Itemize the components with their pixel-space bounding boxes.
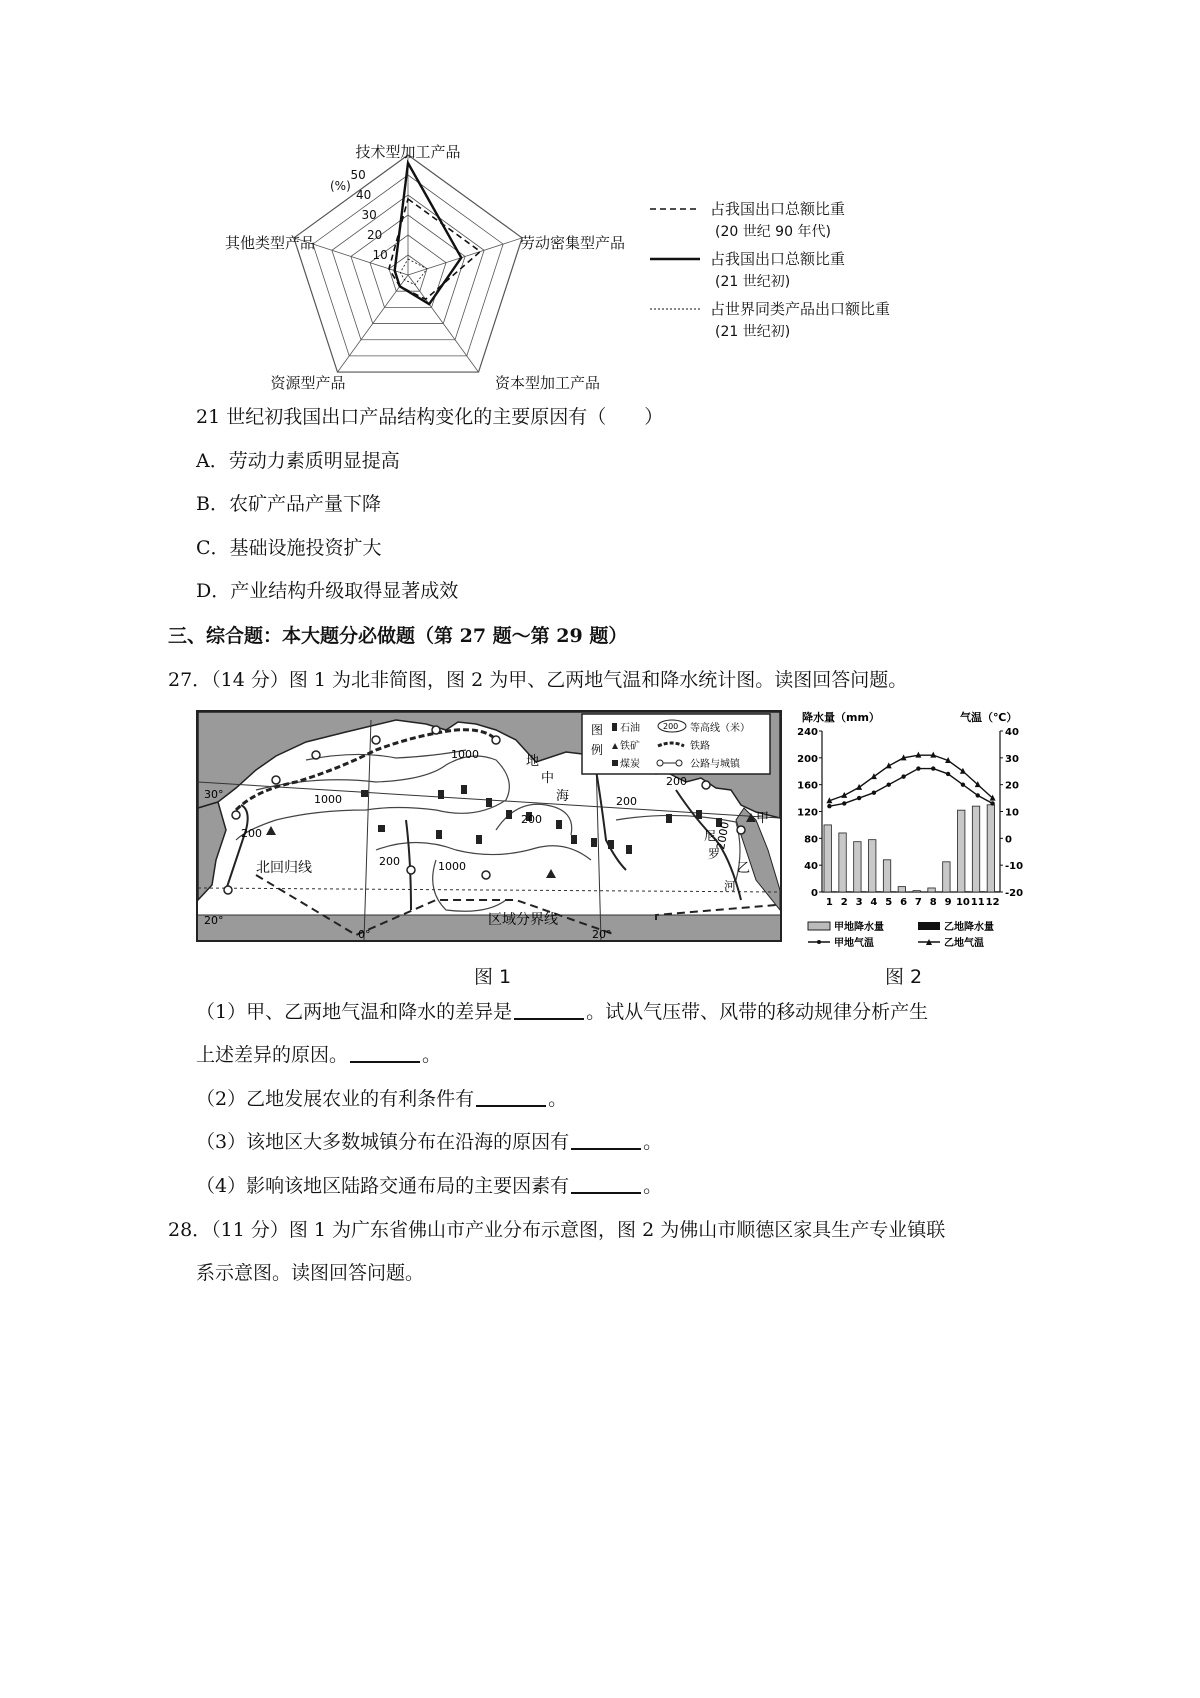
point-jia-temp [946, 772, 950, 776]
point-jia-temp [872, 791, 876, 795]
bar-jia-precip [869, 840, 876, 892]
month-label: 4 [870, 897, 878, 908]
lon-0: 0° [358, 928, 371, 941]
bar-jia-precip [972, 806, 979, 892]
radar-tick-label: 50 [350, 168, 366, 182]
bar-jia-precip [958, 810, 965, 892]
yi-label: 乙 [737, 861, 751, 876]
month-label: 6 [900, 897, 908, 908]
bar-jia-precip [839, 833, 846, 892]
bar-yi-precip [846, 891, 851, 892]
tick-label-right: 10 [1005, 807, 1019, 819]
point-jia-temp [916, 766, 920, 770]
contour-label-3: 200 [241, 827, 262, 840]
legend-contour: 等高线（米） [690, 723, 750, 734]
month-label: 1 [825, 897, 833, 908]
contour-label-7: 1000 [438, 860, 466, 873]
sub-question-1-part-b: 。试从气压带、风带的移动规律分析产生 [586, 1001, 929, 1023]
bar-jia-precip [883, 860, 890, 892]
radar-tick-label: 40 [356, 188, 372, 202]
tick-label-right: -20 [1005, 888, 1024, 899]
tick-label-left: 200 [797, 753, 818, 765]
option-c: C．基础设施投资扩大 [196, 537, 382, 559]
question-26-stem: 21 世纪初我国出口产品结构变化的主要原因有（ ） [196, 406, 664, 428]
legend-title-2: 例 [591, 743, 604, 757]
section-heading: 三、综合题：本大题分必做题（第 27 题～第 29 题） [168, 625, 628, 647]
figure-2-caption: 图 2 [885, 966, 923, 988]
radar-unit: (%) [330, 179, 351, 193]
point-jia-temp [827, 804, 831, 808]
point-jia-temp [901, 774, 905, 778]
question-28-line-1: 28．（11 分）图 1 为广东省佛山市产业分布示意图，图 2 为佛山市顺德区家具生产专业镇联 [168, 1219, 946, 1241]
month-label: 8 [929, 897, 937, 908]
period: 。 [643, 1175, 663, 1197]
nile-label-1: 尼 [704, 829, 717, 843]
tick-label-right: 20 [1005, 780, 1019, 792]
sub-question-1 [196, 1003, 928, 1022]
point-jia-temp [931, 766, 935, 770]
export-radar-chart [190, 135, 950, 395]
legend-jia-temp: 甲地气温 [834, 938, 874, 949]
point-yi-temp [871, 773, 877, 779]
radar-tick-label: 20 [367, 228, 383, 242]
contour-label-8: 200 [666, 775, 687, 788]
bar-jia-precip [824, 825, 831, 892]
lat-30: 30° [204, 788, 224, 801]
point-jia-temp [887, 782, 891, 786]
bar-jia-precip [943, 862, 950, 892]
radar-tick-label: 30 [361, 208, 377, 222]
tick-label-right: -10 [1005, 861, 1024, 873]
point-jia-temp [961, 782, 965, 786]
radar-series-solid [395, 163, 462, 304]
month-label: 5 [885, 897, 893, 908]
lat-20-east: 20° [592, 928, 612, 941]
radar-axis-label: 劳动密集型产品 [520, 234, 626, 252]
boundary-label: 区域分界线 [488, 912, 558, 928]
legend-yi-temp: 乙地气温 [944, 938, 984, 949]
bar-yi-precip [876, 891, 881, 892]
tick-label-left: 120 [797, 807, 818, 819]
period: 。 [548, 1088, 568, 1110]
legend-label: 占世界同类产品出口额比重 [710, 300, 891, 318]
legend-sublabel: (21 世纪初) [715, 274, 791, 290]
legend-yi-precip: 乙地降水量 [944, 922, 994, 933]
month-label: 7 [914, 897, 922, 908]
radar-tick-label: 10 [372, 248, 388, 262]
sub-question-3 [196, 1133, 662, 1152]
tick-label-right: 0 [1005, 834, 1012, 846]
question-27-stem: 27．（14 分）图 1 为北非简图，图 2 为甲、乙两地气温和降水统计图。读图回答问题。 [168, 669, 908, 691]
month-label: 3 [855, 897, 863, 908]
answer-blank[interactable] [571, 1177, 641, 1194]
line-jia-temp [829, 769, 992, 807]
point-jia-temp [857, 796, 861, 800]
bar-yi-precip [831, 891, 836, 892]
legend-label: 占我国出口总额比重 [710, 250, 846, 268]
tick-label-right: 40 [1005, 727, 1019, 738]
bar-jia-precip [987, 805, 994, 892]
radar-axis-label: 其他类型产品 [224, 234, 316, 252]
radar-axis-label: 资本型加工产品 [495, 374, 601, 392]
contour-label-6: 200 [379, 855, 400, 868]
point-yi-temp [960, 768, 966, 774]
line-yi-temp [829, 755, 992, 801]
sub-question-2 [196, 1090, 567, 1109]
legend-jia-precip: 甲地降水量 [834, 922, 884, 933]
climate-legend [808, 920, 994, 949]
tick-label-left: 40 [804, 861, 818, 873]
radar-spoke [408, 238, 522, 275]
contour-label-5: 200 [616, 795, 637, 808]
y-left-label: 降水量（mm） [802, 711, 880, 724]
figure-1-caption: 图 1 [474, 966, 512, 988]
bar-jia-precip [928, 888, 935, 892]
tick-label-left: 0 [811, 888, 818, 899]
bar-yi-precip [995, 891, 1000, 892]
contour-label-2: 1000 [451, 748, 479, 761]
month-label: 2 [840, 897, 848, 908]
bar-jia-precip [854, 842, 861, 892]
sea-label-3: 海 [556, 789, 570, 804]
bar-jia-precip [898, 887, 905, 892]
legend-coal: 煤炭 [620, 759, 640, 770]
sub-question-1-end: 。 [422, 1044, 442, 1066]
tick-label-left: 80 [804, 834, 818, 846]
sub-question-1-part-c: 上述差异的原因。 [196, 1044, 349, 1066]
tick-label-left: 160 [797, 780, 818, 792]
answer-blank[interactable] [571, 1133, 641, 1150]
lat-20-west: 20° [204, 914, 224, 927]
point-yi-temp [856, 784, 862, 790]
legend-rail: 铁路 [690, 741, 710, 752]
bar-yi-precip [891, 891, 896, 892]
month-label: 12 [985, 897, 1000, 908]
contour-label-9: 2000 [714, 820, 732, 851]
month-label: 9 [944, 897, 952, 908]
sub-question-4-text: （4）影响该地区陆路交通布局的主要因素有 [196, 1175, 570, 1197]
legend-road: 公路与城镇 [690, 759, 740, 770]
legend-iron: 铁矿 [620, 741, 640, 752]
sub-question-1-continued [196, 1046, 441, 1065]
contour-label-4: 200 [521, 813, 542, 826]
sea-label-2: 中 [541, 771, 555, 786]
north-africa-map [196, 710, 786, 946]
question-28-line-2: 系示意图。读图回答问题。 [196, 1262, 425, 1284]
answer-blank[interactable] [514, 1003, 584, 1020]
point-jia-temp [990, 801, 994, 805]
radar-axis-label: 资源型产品 [270, 374, 346, 392]
legend-contour-value: 200 [663, 722, 679, 731]
point-jia-temp [842, 801, 846, 805]
nile-label-3: 河 [724, 879, 737, 893]
sub-question-2-text: （2）乙地发展农业的有利条件有 [196, 1088, 475, 1110]
answer-blank[interactable] [350, 1046, 420, 1063]
bar-yi-precip [861, 891, 866, 892]
sub-question-1-part-a: （1）甲、乙两地气温和降水的差异是 [196, 1001, 513, 1023]
map-legend [582, 714, 770, 774]
legend-oil: 石油 [620, 723, 640, 734]
legend-sublabel: (21 世纪初) [715, 324, 791, 340]
point-jia-temp [976, 793, 980, 797]
legend-title-1: 图 [591, 723, 604, 737]
climate-chart [797, 706, 1050, 951]
contour-label-1: 1000 [314, 793, 342, 806]
month-label: 10 [955, 897, 970, 908]
jia-label: 甲 [756, 811, 770, 826]
sea-label-1: 地 [526, 754, 540, 769]
radar-axis-label: 技术型加工产品 [355, 143, 461, 161]
tropic-label: 北回归线 [256, 860, 312, 876]
option-a: A．劳动力素质明显提高 [196, 450, 400, 472]
y-right-label: 气温（℃） [960, 711, 1018, 724]
legend-label: 占我国出口总额比重 [710, 200, 846, 218]
sub-question-3-text: （3）该地区大多数城镇分布在沿海的原因有 [196, 1131, 570, 1153]
tick-label-left: 240 [797, 727, 818, 738]
sub-question-4 [196, 1177, 662, 1196]
bar-yi-precip [980, 891, 985, 892]
option-d: D．产业结构升级取得显著成效 [196, 580, 459, 602]
month-label: 11 [970, 897, 985, 908]
option-b: B．农矿产品产量下降 [196, 493, 381, 515]
tick-label-right: 30 [1005, 753, 1019, 765]
answer-blank[interactable] [476, 1090, 546, 1107]
bar-yi-precip [965, 891, 970, 892]
legend-sublabel: (20 世纪 90 年代) [715, 224, 831, 240]
period: 。 [643, 1131, 663, 1153]
bar-jia-precip [913, 891, 920, 892]
nile-label-2: 罗 [708, 847, 721, 861]
